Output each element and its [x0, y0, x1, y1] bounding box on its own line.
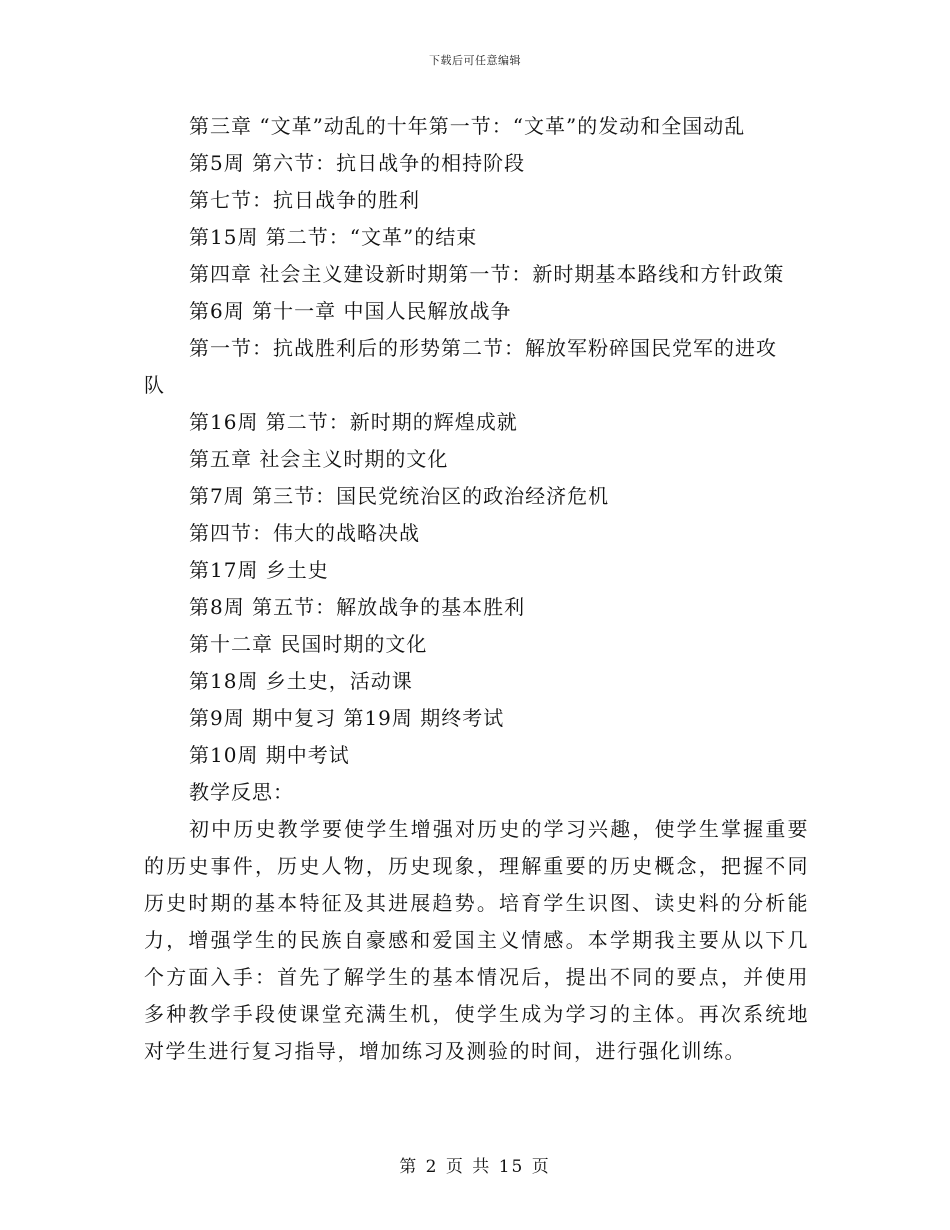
schedule-line: 第18周 乡土史，活动课: [189, 669, 413, 693]
schedule-line: 第9周 期中复习 第19周 期终考试: [189, 706, 505, 730]
schedule-line: 第一节：抗战胜利后的形势第二节：解放军粉碎国民党军的进攻: [189, 336, 777, 360]
schedule-line: 第17周 乡土史: [189, 558, 329, 582]
schedule-line: 第三章 “文革”动乱的十年第一节：“文革”的发动和全国动乱: [189, 114, 746, 138]
schedule-line: 第6周 第十一章 中国人民解放战争: [189, 299, 512, 323]
schedule-line: 第四章 社会主义建设新时期第一节：新时期基本路线和方针政策: [189, 262, 785, 286]
schedule-line-wrap: 队: [144, 373, 165, 397]
document-body: [144, 108, 809, 1070]
page-number: 第 2 页 共 15 页: [399, 1157, 551, 1177]
schedule-line: 第四节：伟大的战略决战: [189, 521, 420, 545]
schedule-line: 第7周 第三节：国民党统治区的政治经济危机: [189, 484, 610, 508]
schedule-line: 第10周 期中考试: [189, 743, 350, 767]
schedule-line: 第16周 第二节：新时期的辉煌成就: [189, 410, 518, 434]
page-header: 下载后可任意编辑: [429, 54, 521, 67]
schedule-line: 第五章 社会主义时期的文化: [189, 447, 449, 471]
reflection-heading: 教学反思：: [189, 780, 294, 804]
schedule-line: 第七节：抗日战争的胜利: [189, 188, 420, 212]
schedule-line: 第十二章 民国时期的文化: [189, 632, 428, 656]
schedule-line: 第15周 第二节：“文革”的结束: [189, 225, 478, 249]
schedule-line: 第5周 第六节：抗日战争的相持阶段: [189, 151, 526, 175]
schedule-line: 第8周 第五节：解放战争的基本胜利: [189, 595, 526, 619]
reflection-paragraph: 初中历史教学要使学生增强对历史的学习兴趣，使学生掌握重要的历史事件，历史人物，历史现象，理解重要的历史概念，把握不同历史时期的基本特征及其进展趋势。培育学生识图、读史料的分析能力，增强学生的民族自豪感和爱国主义情感。本学期我主要从以下几个方面入手：首先了解学生的基本情况后，提出不同的要点，并使用多种教学手段使课堂充满生机，使学生成为学习的主体。再次系统地对学生进行复习指导，增加练习及测验的时间，进行强化训练。: [144, 817, 809, 1063]
